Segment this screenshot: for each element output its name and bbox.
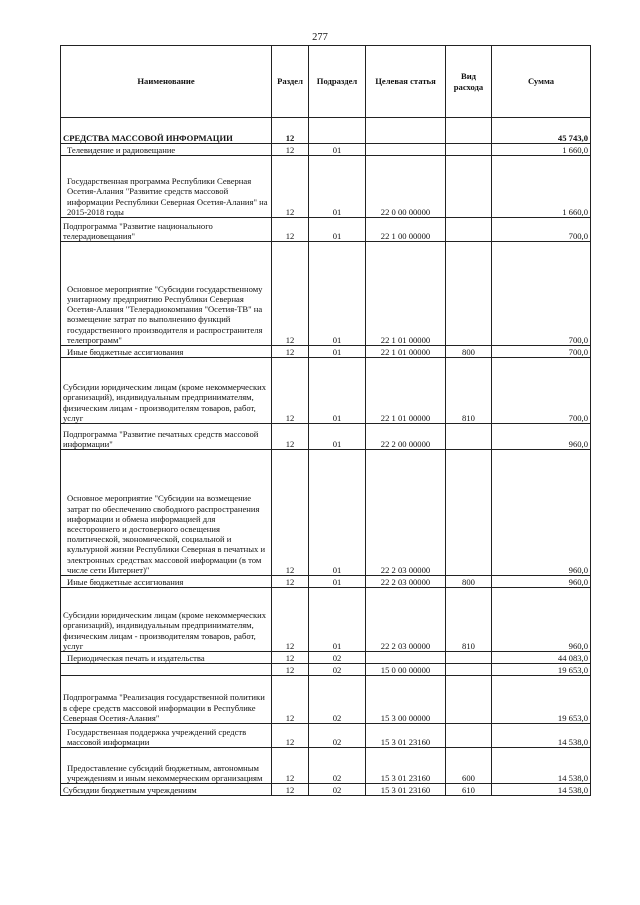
row-kind	[446, 242, 492, 346]
row-target: 15 3 00 00000	[366, 676, 446, 724]
row-section: 12	[272, 450, 309, 576]
row-kind: 610	[446, 784, 492, 796]
row-kind: 810	[446, 588, 492, 652]
row-subsection: 01	[309, 346, 366, 358]
table-row	[61, 242, 591, 346]
table-row	[61, 118, 591, 144]
table-row	[61, 588, 591, 652]
table-header-row	[61, 46, 591, 118]
row-name: Государственная программа Республики Северная Осетия-Алания "Развитие средств массовой информации Республики Северная Осетия-Алания" на 2015-2018 годы	[61, 156, 272, 218]
row-sum: 960,0	[492, 424, 591, 450]
row-sum: 700,0	[492, 218, 591, 242]
row-target: 22 1 01 00000	[366, 242, 446, 346]
row-section: 12	[272, 242, 309, 346]
row-name	[61, 664, 272, 676]
row-name: Основное мероприятие "Субсидии на возмещение затрат по обеспечению свободного распространения информации и обмена информацией для всестороннего и достоверного освещения политической, экономической, социальной и культурной жизни Республики Северная в печатных и электронных средствах массовой информации (в том числе сети Интернет)"	[61, 450, 272, 576]
table-row	[61, 450, 591, 576]
row-sum: 19 653,0	[492, 676, 591, 724]
row-kind	[446, 652, 492, 664]
page-number: 277	[312, 32, 328, 43]
row-target: 15 3 01 23160	[366, 748, 446, 784]
row-kind	[446, 424, 492, 450]
table-row	[61, 218, 591, 242]
row-target: 22 2 03 00000	[366, 450, 446, 576]
row-subsection: 01	[309, 358, 366, 424]
row-kind	[446, 118, 492, 144]
row-name: Подпрограмма "Развитие печатных средств массовой информации"	[61, 424, 272, 450]
row-subsection	[309, 118, 366, 144]
row-name: Субсидии юридическим лицам (кроме некоммерческих организаций), индивидуальным предпринимателям, физическим лицам - производителям товаров, работ, услуг	[61, 358, 272, 424]
row-target	[366, 144, 446, 156]
table-row	[61, 652, 591, 664]
row-sum: 960,0	[492, 450, 591, 576]
row-sum: 960,0	[492, 588, 591, 652]
row-subsection: 02	[309, 784, 366, 796]
row-kind: 800	[446, 346, 492, 358]
row-kind	[446, 450, 492, 576]
row-kind	[446, 676, 492, 724]
row-name: Иные бюджетные ассигнования	[61, 346, 272, 358]
row-section: 12	[272, 118, 309, 144]
row-subsection: 01	[309, 588, 366, 652]
row-kind	[446, 664, 492, 676]
row-section: 12	[272, 576, 309, 588]
table-row	[61, 724, 591, 748]
row-section: 12	[272, 748, 309, 784]
row-name: Периодическая печать и издательства	[61, 652, 272, 664]
row-name: Иные бюджетные ассигнования	[61, 576, 272, 588]
row-kind: 800	[446, 576, 492, 588]
row-sum: 1 660,0	[492, 156, 591, 218]
row-subsection: 02	[309, 652, 366, 664]
row-target: 22 0 00 00000	[366, 156, 446, 218]
header-kind: Вид расхода	[446, 46, 492, 118]
row-subsection: 01	[309, 242, 366, 346]
row-sum: 14 538,0	[492, 724, 591, 748]
row-subsection: 01	[309, 218, 366, 242]
row-subsection: 01	[309, 424, 366, 450]
row-kind: 810	[446, 358, 492, 424]
row-target: 22 2 03 00000	[366, 588, 446, 652]
row-kind: 600	[446, 748, 492, 784]
header-target: Целевая статья	[366, 46, 446, 118]
row-target: 15 3 01 23160	[366, 724, 446, 748]
header-section: Раздел	[272, 46, 309, 118]
row-target: 15 3 01 23160	[366, 784, 446, 796]
budget-table	[60, 45, 591, 796]
header-name: Наименование	[61, 46, 272, 118]
header-sum: Сумма	[492, 46, 591, 118]
table-row	[61, 424, 591, 450]
row-sum: 44 083,0	[492, 652, 591, 664]
row-section: 12	[272, 358, 309, 424]
row-section: 12	[272, 156, 309, 218]
row-target: 15 0 00 00000	[366, 664, 446, 676]
row-name: Государственная поддержка учреждений средств массовой информации	[61, 724, 272, 748]
row-kind	[446, 156, 492, 218]
row-sum: 45 743,0	[492, 118, 591, 144]
row-section: 12	[272, 588, 309, 652]
row-name: Предоставление субсидий бюджетным, автономным учреждениям и иным некоммерческим организациям	[61, 748, 272, 784]
row-section: 12	[272, 346, 309, 358]
row-target: 22 1 00 00000	[366, 218, 446, 242]
row-subsection: 02	[309, 664, 366, 676]
row-name: Субсидии бюджетным учреждениям	[61, 784, 272, 796]
row-name: Подпрограмма "Развитие национального телерадиовещания"	[61, 218, 272, 242]
table-row	[61, 358, 591, 424]
header-subsection: Подраздел	[309, 46, 366, 118]
table-row	[61, 576, 591, 588]
row-subsection: 02	[309, 676, 366, 724]
row-name: Субсидии юридическим лицам (кроме некоммерческих организаций), индивидуальным предпринимателям, физическим лицам - производителям товаров, работ, услуг	[61, 588, 272, 652]
table-row	[61, 156, 591, 218]
row-section: 12	[272, 676, 309, 724]
table-row	[61, 748, 591, 784]
row-section: 12	[272, 724, 309, 748]
row-section: 12	[272, 424, 309, 450]
row-sum: 14 538,0	[492, 784, 591, 796]
row-section: 12	[272, 664, 309, 676]
table-row	[61, 784, 591, 796]
row-sum: 960,0	[492, 576, 591, 588]
row-name: Подпрограмма "Реализация государственной политики в сфере средств массовой информации в Республике Северная Осетия-Алания"	[61, 676, 272, 724]
row-name: СРЕДСТВА МАССОВОЙ ИНФОРМАЦИИ	[61, 118, 272, 144]
row-section: 12	[272, 784, 309, 796]
table-row	[61, 664, 591, 676]
row-kind	[446, 724, 492, 748]
row-target: 22 2 03 00000	[366, 576, 446, 588]
row-sum: 14 538,0	[492, 748, 591, 784]
row-kind	[446, 144, 492, 156]
row-target: 22 2 00 00000	[366, 424, 446, 450]
row-subsection: 02	[309, 724, 366, 748]
table-row	[61, 346, 591, 358]
row-target: 22 1 01 00000	[366, 346, 446, 358]
row-sum: 700,0	[492, 242, 591, 346]
row-subsection: 01	[309, 144, 366, 156]
row-subsection: 01	[309, 156, 366, 218]
row-target: 22 1 01 00000	[366, 358, 446, 424]
row-section: 12	[272, 218, 309, 242]
row-sum: 700,0	[492, 358, 591, 424]
row-section: 12	[272, 144, 309, 156]
row-section: 12	[272, 652, 309, 664]
row-sum: 700,0	[492, 346, 591, 358]
row-subsection: 01	[309, 576, 366, 588]
row-subsection: 02	[309, 748, 366, 784]
row-subsection: 01	[309, 450, 366, 576]
row-name: Телевидение и радиовещание	[61, 144, 272, 156]
row-sum: 1 660,0	[492, 144, 591, 156]
row-target	[366, 652, 446, 664]
row-sum: 19 653,0	[492, 664, 591, 676]
table-row	[61, 676, 591, 724]
row-target	[366, 118, 446, 144]
row-name: Основное мероприятие "Субсидии государственному унитарному предприятию Республики Северная Осетия-Алания "Телерадиокомпания "Осетия-ТВ" на возмещение затрат по выполнению функций государственного производителя и распространителя телепрограмм"	[61, 242, 272, 346]
table-row	[61, 144, 591, 156]
row-kind	[446, 218, 492, 242]
